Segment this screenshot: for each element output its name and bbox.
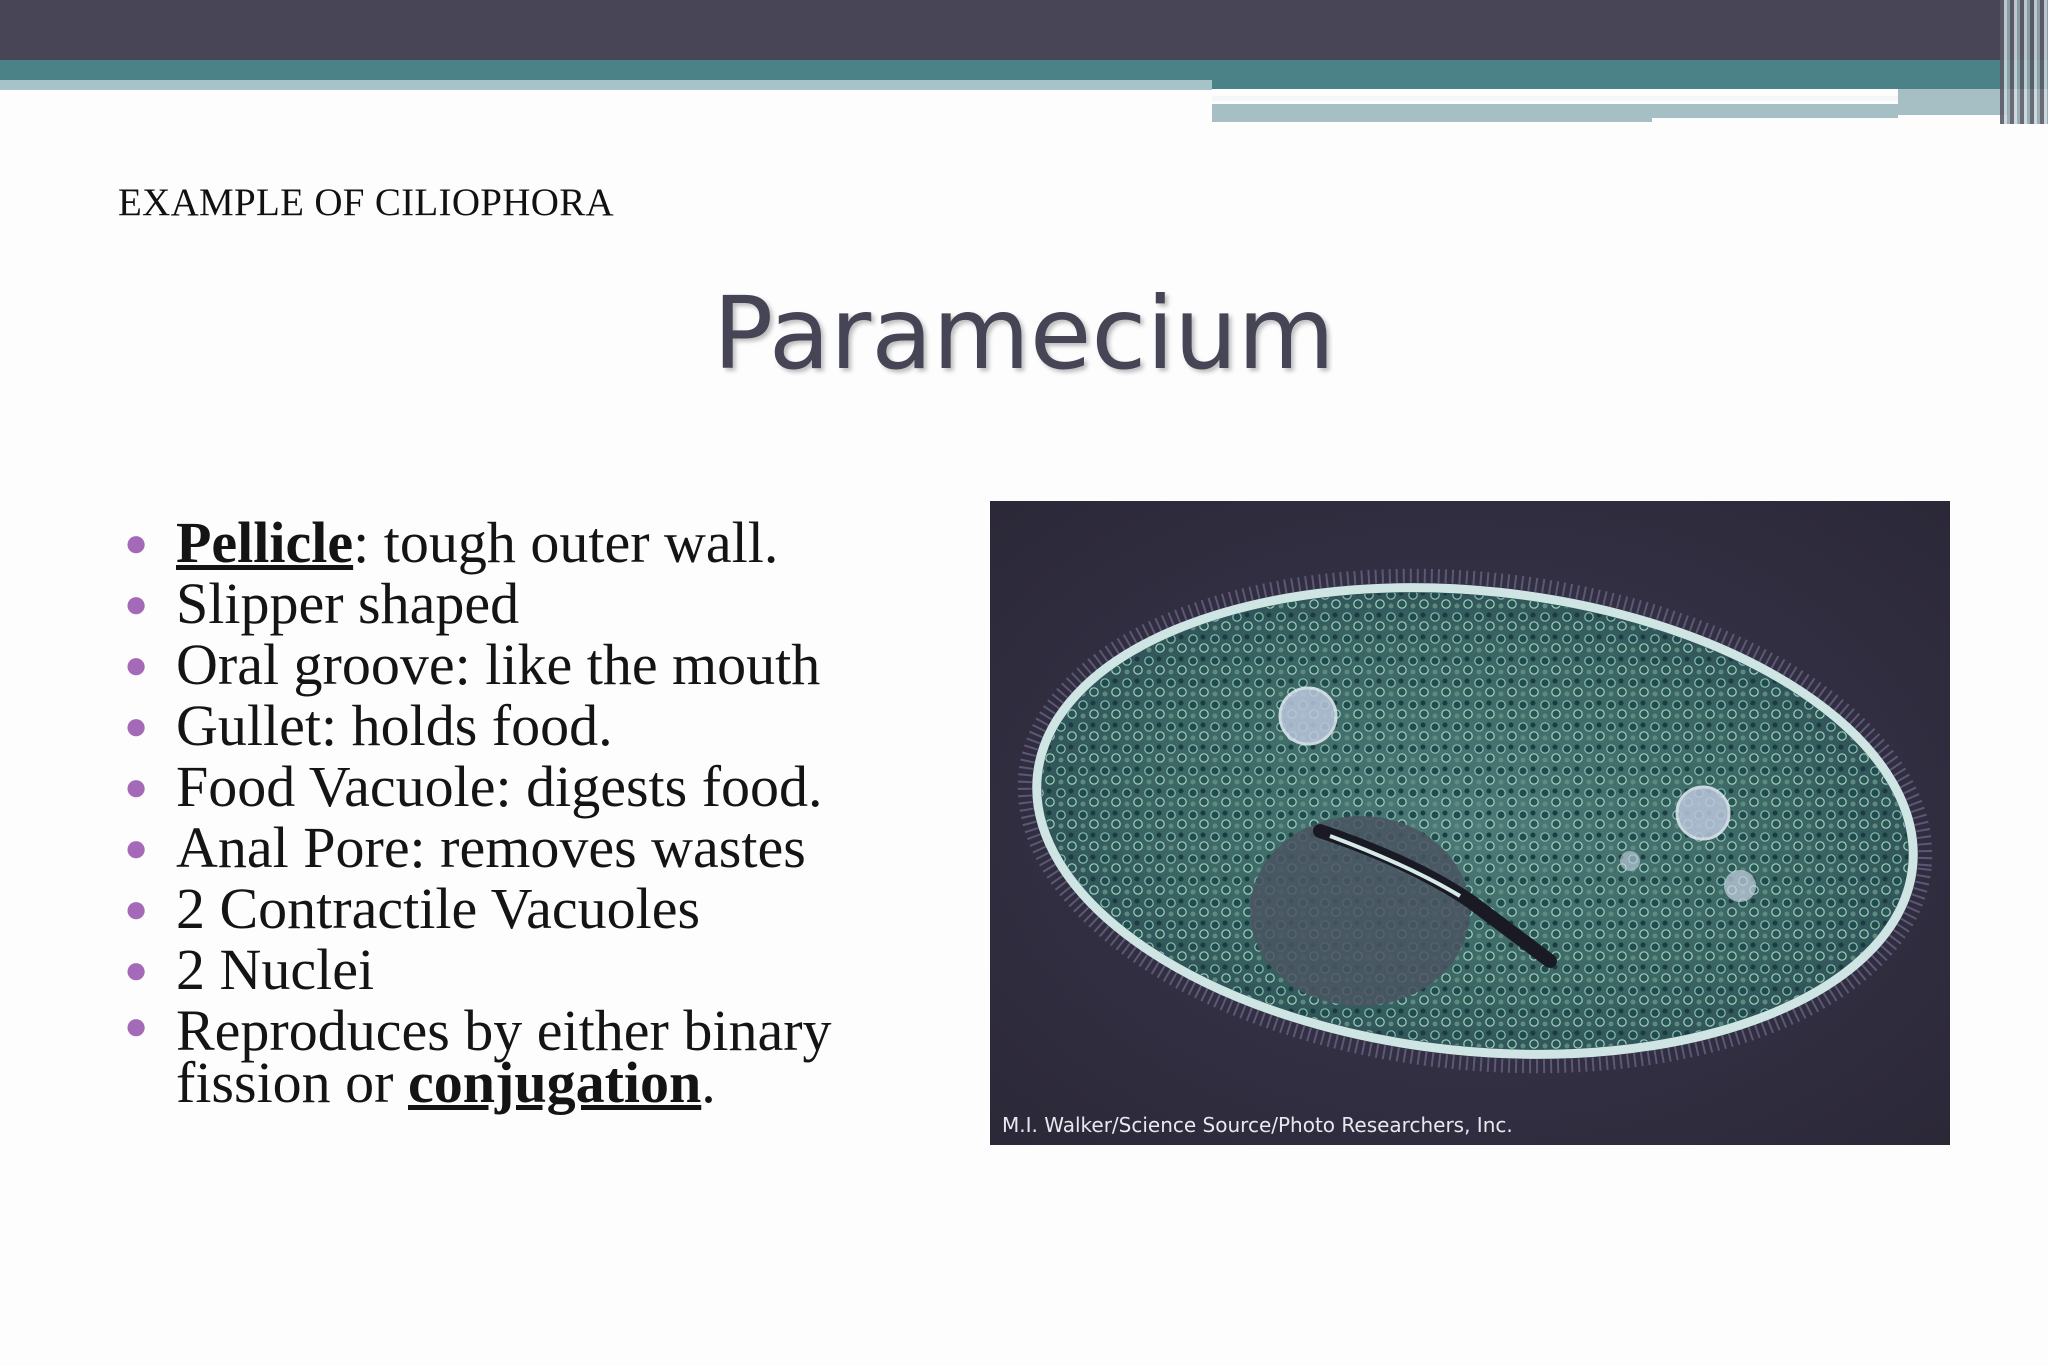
bullet-dot-icon: ●: [124, 825, 149, 870]
header-white-line: [1212, 96, 1898, 101]
bullet-text: Reproduces by either binary fission or: [176, 998, 832, 1115]
bullet-dot-icon: ●: [124, 520, 149, 565]
header-bar-dark: [0, 0, 2048, 60]
bullet-item: [118, 939, 978, 1000]
bullet-item: [118, 512, 978, 573]
bullet-text: Food Vacuole: digests food.: [176, 754, 823, 819]
bullet-text: 2 Contractile Vacuoles: [176, 876, 701, 941]
header-edge-stripes: [2000, 0, 2048, 124]
slide-title: Paramecium: [713, 275, 1335, 392]
bullet-text: Gullet: holds food.: [176, 693, 613, 758]
bullet-text: Oral groove: like the mouth: [176, 632, 821, 697]
bullet-suffix: .: [701, 1050, 716, 1115]
header-accent-step-2: [1652, 104, 1898, 118]
bullet-dot-icon: ●: [124, 947, 149, 992]
bullet-list: [118, 510, 978, 1115]
image-credit: M.I. Walker/Science Source/Photo Researchers, Inc.: [1002, 1113, 1513, 1137]
bullet-text: : tough outer wall.: [353, 510, 779, 575]
header-accent-line: [0, 80, 1212, 90]
bullet-item: [118, 817, 978, 878]
bullet-dot-icon: ●: [124, 581, 149, 626]
bullet-dot-icon: ●: [124, 703, 149, 748]
bullet-item: [118, 756, 978, 817]
bullet-text: Slipper shaped: [176, 571, 520, 636]
bullet-dot-icon: ●: [124, 886, 149, 931]
bullet-dot-icon: ●: [124, 1003, 149, 1048]
bullet-term: conjugation: [408, 1050, 702, 1115]
bullet-item: [118, 998, 978, 1115]
bullet-dot-icon: ●: [124, 642, 149, 687]
bullet-item: [118, 634, 978, 695]
paramecium-micrograph: [990, 501, 1950, 1145]
bullet-text: Anal Pore: removes wastes: [176, 815, 806, 880]
bullet-dot-icon: ●: [124, 764, 149, 809]
paramecium-illustration: [990, 501, 1950, 1145]
bullet-item: [118, 878, 978, 939]
bullet-item: [118, 695, 978, 756]
slide-kicker: EXAMPLE OF CILIOPHORA: [118, 181, 614, 224]
header-accent-step: [1212, 104, 1652, 122]
bullet-text: 2 Nuclei: [176, 937, 375, 1002]
header-accent-step-3: [1898, 89, 2008, 115]
bullet-item: [118, 573, 978, 634]
bullet-term: Pellicle: [176, 510, 354, 575]
